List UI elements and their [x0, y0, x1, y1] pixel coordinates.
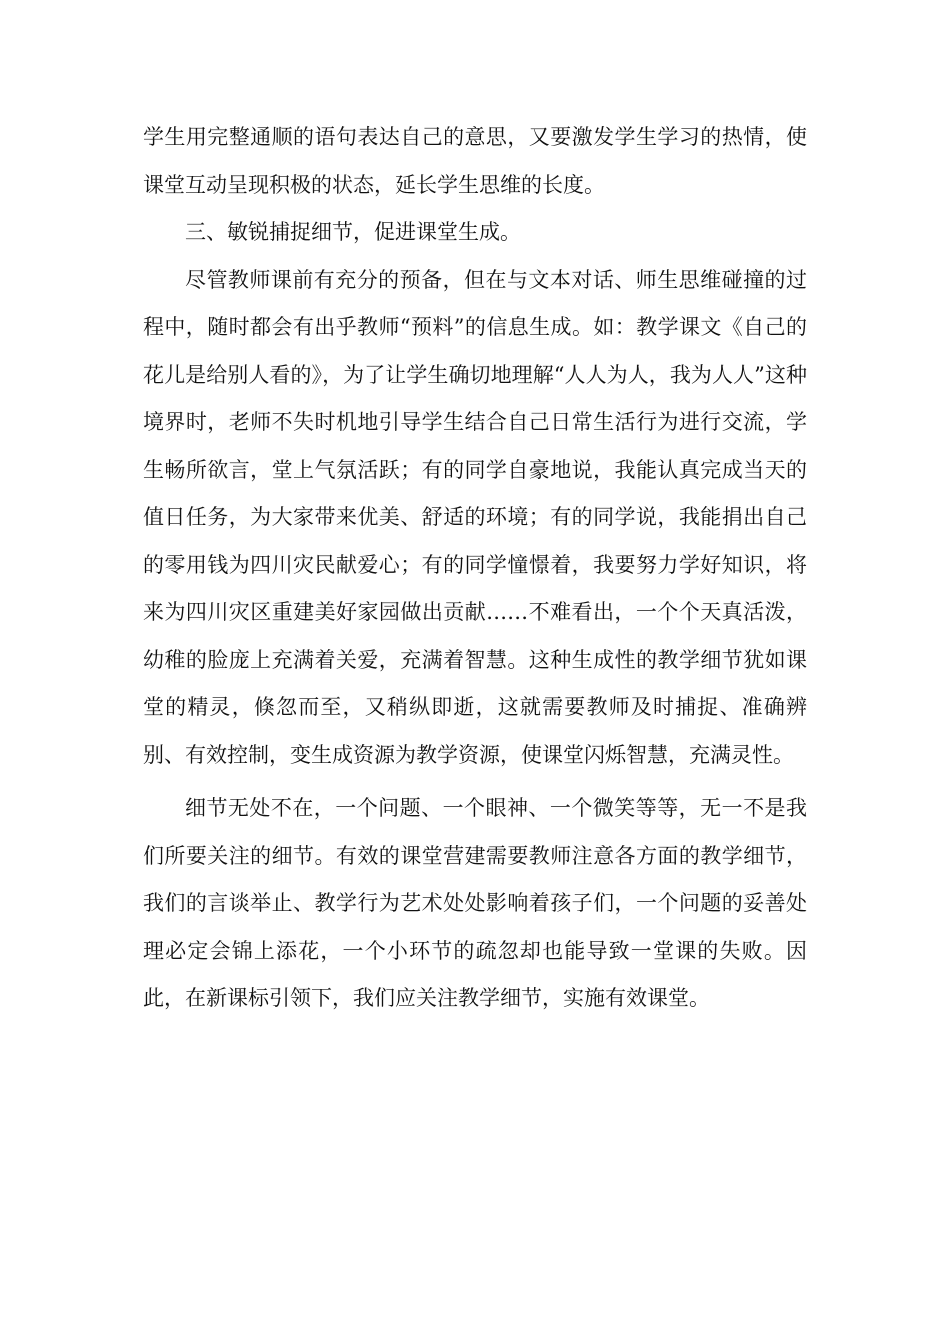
paragraph-continuation: 学生用完整通顺的语句表达自己的意思，又要激发学生学习的热情，使课堂互动呈现积极的状态，延长学生思维的长度。	[143, 125, 807, 197]
document-page	[143, 114, 807, 1023]
paragraph-conclusion: 细节无处不在，一个问题、一个眼神、一个微笑等等，无一不是我们所要关注的细节。有效的课堂营建需要教师注意各方面的教学细节，我们的言谈举止、教学行为艺术处处影响着孩子们，一个问题的妥善处理必定会锦上添花，一个小环节的疏忽却也能导致一堂课的失败。因此，在新课标引领下，我们应关注教学细节，实施有效课堂。	[143, 796, 807, 1010]
paragraph-body: 尽管教师课前有充分的预备，但在与文本对话、师生思维碰撞的过程中，随时都会有出乎教师“预料”的信息生成。如：教学课文《自己的花儿是给别人看的》，为了让学生确切地理解“人人为人，我为人人”这种境界时，老师不失时机地引导学生结合自己日常生活行为进行交流，学生畅所欲言，堂上气氛活跃；有的同学自豪地说，我能认真完成当天的值日任务，为大家带来优美、舒适的环境；有的同学说，我能捐出自己的零用钱为四川灾民献爱心；有的同学憧憬着，我要努力学好知识，将来为四川灾区重建美好家园做出贡献……不难看出，一个个天真活泼，幼稚的脸庞上充满着关爱，充满着智慧。这种生成性的教学细节犹如课堂的精灵，倏忽而至，又稍纵即逝，这就需要教师及时捕捉、准确辨别、有效控制，变生成资源为教学资源，使课堂闪烁智慧，充满灵性。	[143, 267, 807, 767]
section-heading: 三、敏锐捕捉细节，促进课堂生成。	[185, 220, 521, 244]
